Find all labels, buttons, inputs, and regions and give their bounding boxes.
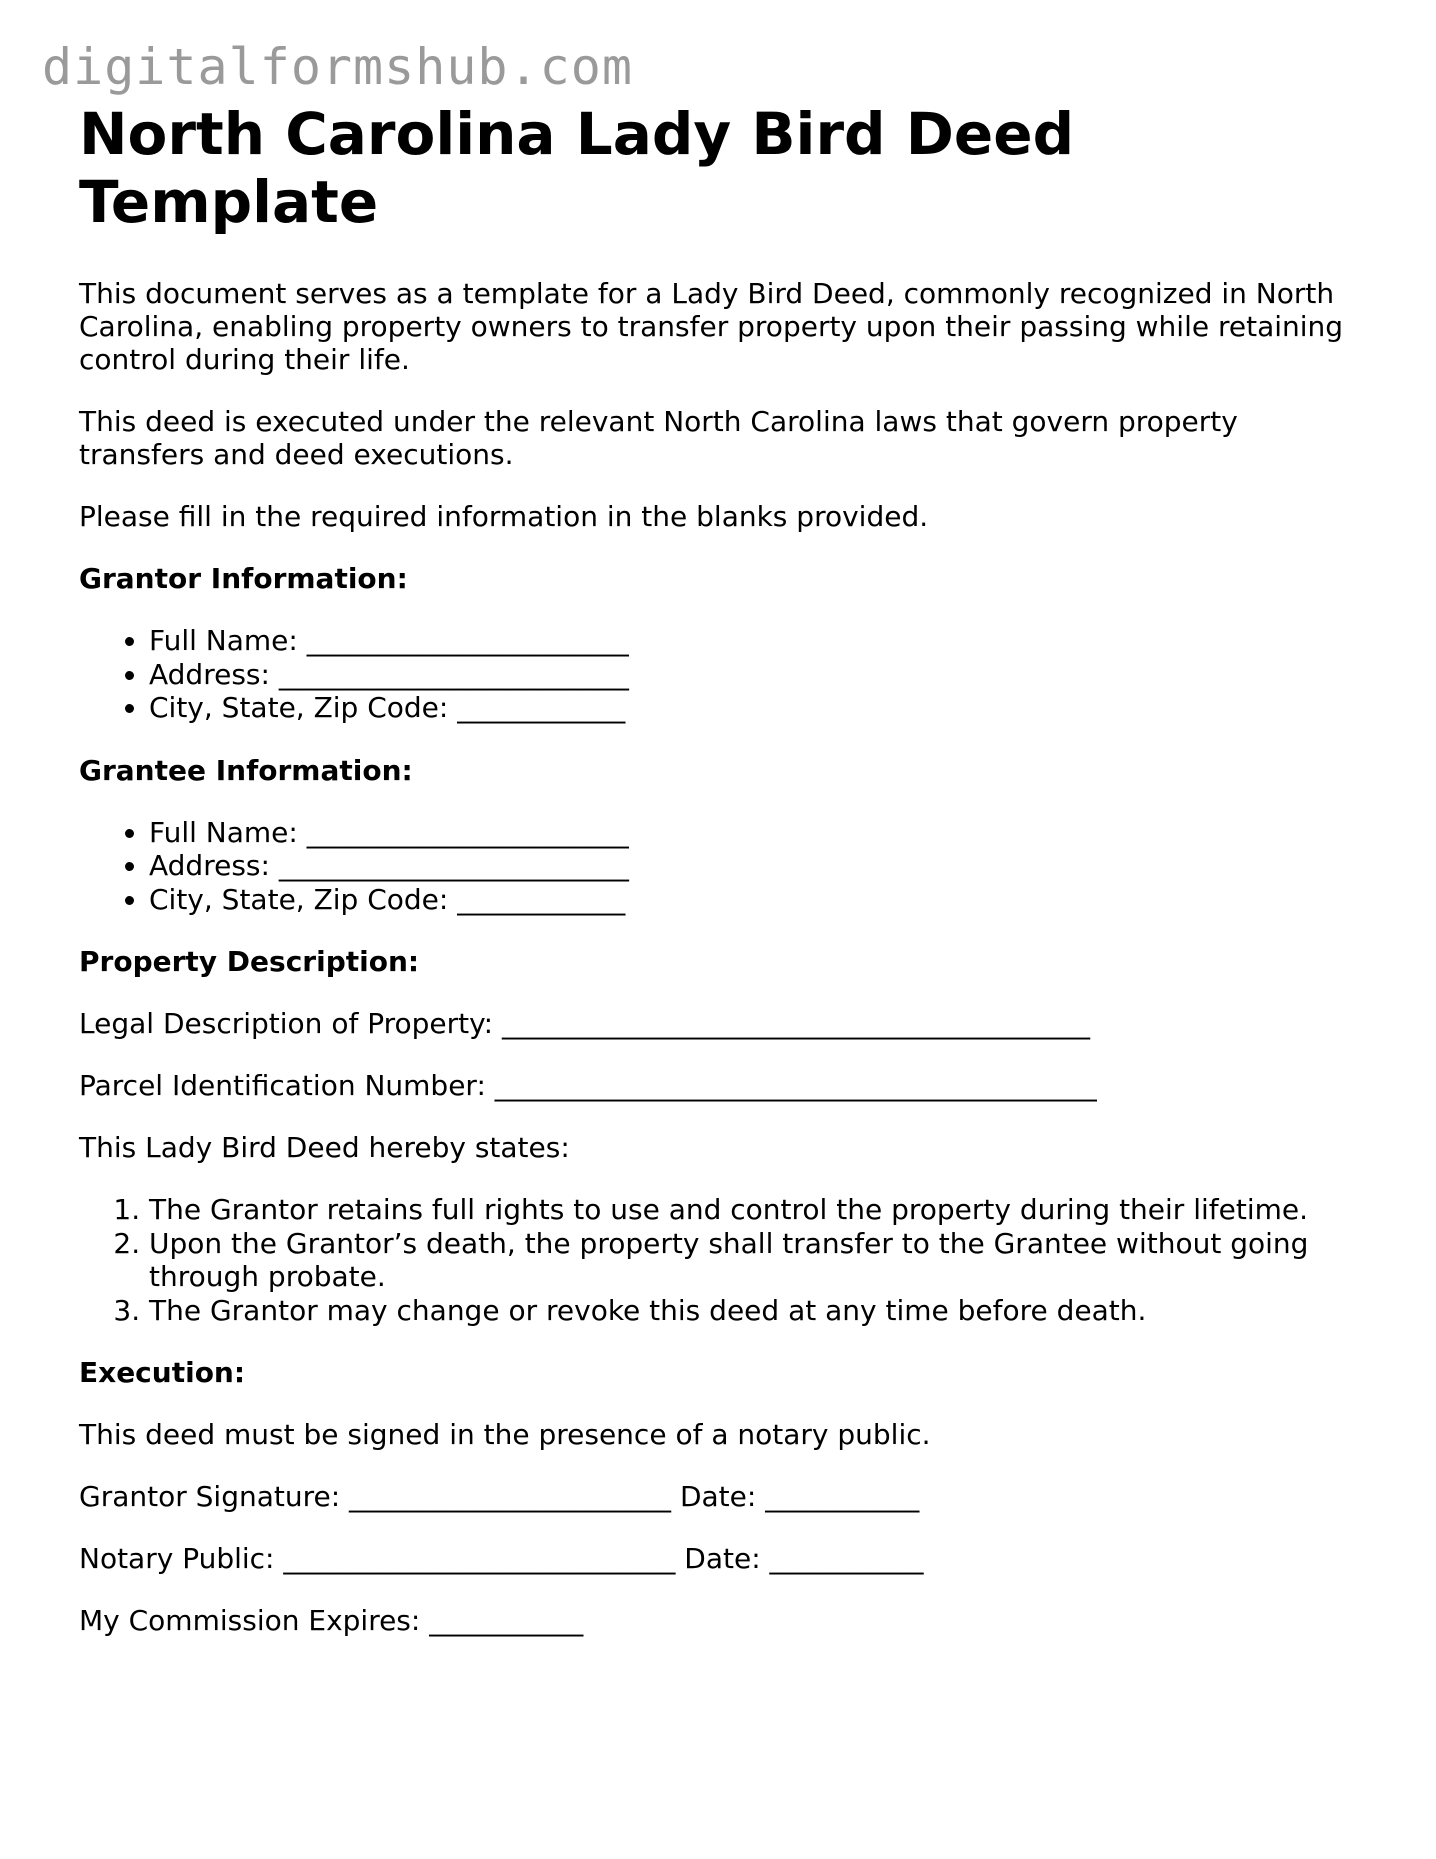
execution-notice: This deed must be signed in the presence of a notary public. — [79, 1418, 931, 1451]
grantor-heading: Grantor Information: — [79, 562, 408, 595]
grantee-address-field[interactable]: • Address: _________________________ — [149, 849, 1369, 883]
parcel-id-field[interactable]: Parcel Identification Number: ___________________________________________ — [79, 1069, 1097, 1102]
grantor-address-field[interactable]: • Address: _________________________ — [149, 658, 1369, 692]
states-intro: This Lady Bird Deed hereby states: — [79, 1131, 570, 1164]
grantee-field-list — [79, 816, 1369, 917]
laws-paragraph: This deed is executed under the relevant North Carolina laws that govern property transfers and deed executions. — [79, 405, 1238, 471]
provision-item: 1. The Grantor retains full rights to use and control the property during their lifetime. — [149, 1193, 1369, 1227]
legal-description-field[interactable]: Legal Description of Property: __________________________________________ — [79, 1007, 1090, 1040]
provisions-list — [79, 1193, 1369, 1327]
grantor-city-state-zip-field[interactable]: • City, State, Zip Code: ____________ — [149, 691, 1369, 725]
provision-item: 3. The Grantor may change or revoke this deed at any time before death. — [149, 1294, 1369, 1328]
grantee-city-state-zip-field[interactable]: • City, State, Zip Code: ____________ — [149, 883, 1369, 917]
document-page — [79, 100, 1369, 1637]
grantor-field-list — [79, 624, 1369, 725]
execution-heading: Execution: — [79, 1356, 246, 1389]
provision-item: 2. Upon the Grantor’s death, the property shall transfer to the Grantee without going through probate. — [149, 1227, 1369, 1294]
watermark: digitalformshub.com — [42, 38, 633, 96]
grantee-full-name-field[interactable]: • Full Name: _______________________ — [149, 816, 1369, 850]
grantor-full-name-field[interactable]: • Full Name: _______________________ — [149, 624, 1369, 658]
grantee-heading: Grantee Information: — [79, 753, 413, 787]
property-heading: Property Description: — [79, 945, 420, 978]
commission-expires-field[interactable]: My Commission Expires: ___________ — [79, 1604, 584, 1637]
document-title: North Carolina Lady Bird Deed Template — [79, 100, 1075, 236]
grantor-signature-field[interactable]: Grantor Signature: _______________________ Date: ___________ — [79, 1480, 920, 1513]
intro-paragraph: This document serves as a template for a Lady Bird Deed, commonly recognized in North Carolina, enabling property owners to transfer property upon their passing while retaining control during their life. — [79, 277, 1344, 376]
notary-field[interactable]: Notary Public: ____________________________ Date: ___________ — [79, 1542, 924, 1575]
instruction-paragraph: Please fill in the required information in the blanks provided. — [79, 500, 929, 533]
